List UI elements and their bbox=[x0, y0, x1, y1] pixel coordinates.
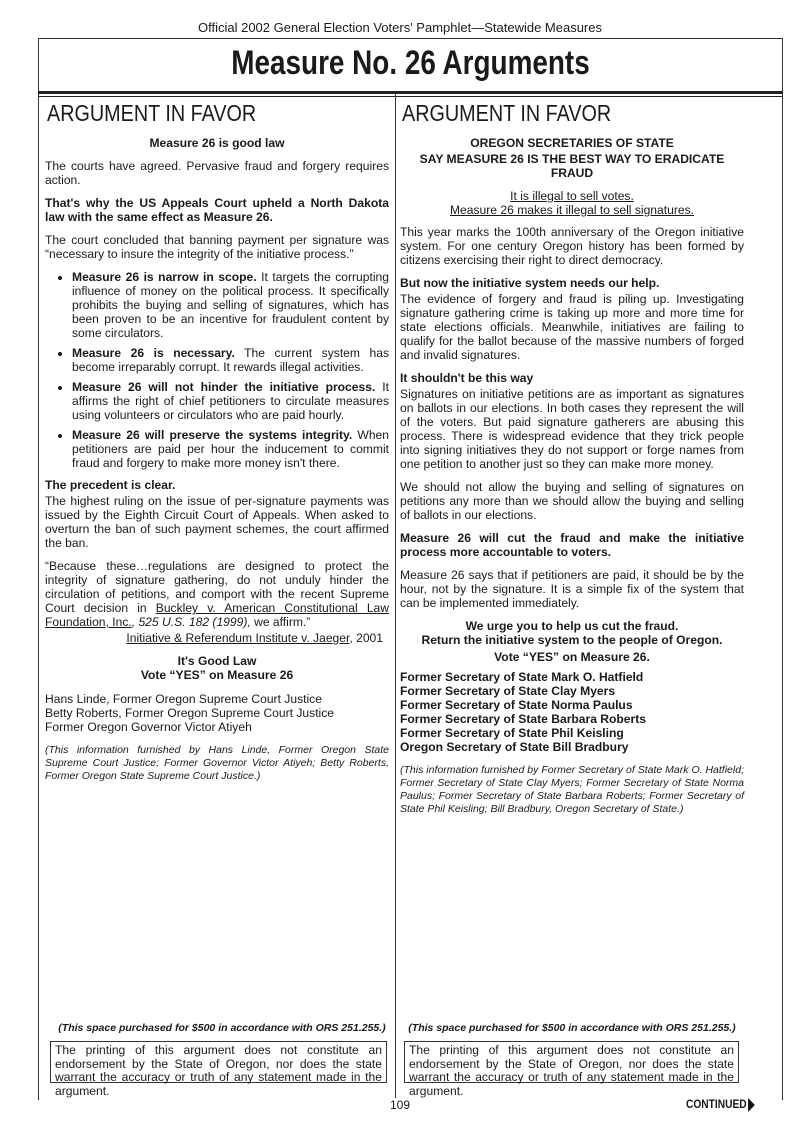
right-urge-2: Return the initiative system to the people of Oregon. bbox=[421, 633, 723, 647]
bullet-text: It affirms the right of chief petitioners to circulate measures using volunteers or circulators who are paid hourly. bbox=[72, 380, 389, 422]
right-paragraph-4: We should not allow the buying and selling of signatures on petitions any more than we should allow the buying and selling of ballots in our elections. bbox=[400, 480, 744, 522]
right-heading-3: It shouldn't be this way bbox=[400, 371, 534, 385]
bullet-lead: Measure 26 will not hinder the initiative process. bbox=[72, 380, 376, 394]
title-rule-thick bbox=[38, 91, 783, 94]
right-furnished-note: (This information furnished by Former Secretary of State Mark O. Hatfield; Former Secretary of State Clay Myers; Former Secretary of State Norma Paulus; Former Secretary of State Barbara Roberts; Former Secretary of State Phil Keisling; Bill Bradbury, Oregon Secretary of State.) bbox=[400, 764, 744, 815]
right-paragraph-5: Measure 26 says that if petitioners are paid, it should be by the hour, not by the signature. It is a simple fix of the system that can be implemented immediately. bbox=[400, 568, 744, 610]
right-paragraph-2: The evidence of forgery and fraud is piling up. Investigating signature gathering crime is taking up more and more time for state elections officials. Meanwhile, initiatives are failing to qualify for the ballot because of the massive numbers of forged and invalid signatures. bbox=[400, 292, 744, 362]
right-paragraph-1: This year marks the 100th anniversary of the Oregon initiative system. For one century Oregon history has been formed by citizens exercising their right to direct democracy. bbox=[400, 225, 744, 267]
column-divider bbox=[395, 93, 396, 1098]
bullet-lead: Measure 26 is necessary. bbox=[72, 346, 235, 360]
left-paragraph-1: The courts have agreed. Pervasive fraud and forgery requires action. bbox=[45, 159, 389, 187]
left-furnished-note: (This information furnished by Hans Linde, Former Oregon State Supreme Court Justice; Former Governor Victor Atiyeh; Betty Roberts, Former Oregon State Supreme Court Justice.) bbox=[45, 744, 389, 782]
pamphlet-header: Official 2002 General Election Voters' Pamphlet—Statewide Measures bbox=[197, 20, 602, 35]
left-column bbox=[45, 97, 389, 792]
right-vote: Vote “YES” on Measure 26. bbox=[494, 650, 650, 664]
page-title: Measure No. 26 Arguments bbox=[231, 44, 590, 82]
signer-name: Former Secretary of State Mark O. Hatfield bbox=[400, 670, 644, 684]
right-urge-1: We urge you to help us cut the fraud. bbox=[465, 619, 679, 633]
left-signers bbox=[45, 692, 389, 734]
right-purchase-note: (This space purchased for $500 in accordance with ORS 251.255.) bbox=[408, 1022, 736, 1034]
left-closing-1: It's Good Law bbox=[177, 654, 257, 668]
right-underlined-2: Measure 26 makes it illegal to sell signatures. bbox=[449, 203, 694, 217]
case-citation-name: Initiative & Referendum Institute v. Jaeger bbox=[126, 631, 350, 645]
right-disclaimer-box: The printing of this argument does not constitute an endorsement by the State of Oregon, nor does the state warrant the accuracy or truth of any statement made in the argument. bbox=[404, 1041, 739, 1083]
list-item bbox=[72, 270, 389, 340]
signer-name: Former Secretary of State Norma Paulus bbox=[400, 698, 633, 712]
left-bullet-list bbox=[45, 270, 389, 470]
precedent-text: The highest ruling on the issue of per-signature payments was issued by the Eighth Circuit Court of Appeals. When asked to overturn the ban of such payment schemes, the court affirmed the ban. bbox=[45, 494, 389, 550]
left-purchase-note: (This space purchased for $500 in accordance with ORS 251.255.) bbox=[58, 1022, 386, 1034]
continued-text: CONTINUED bbox=[686, 1097, 747, 1111]
quote-case-name: Buckley v. American Constitutional Law Foundation, Inc. bbox=[45, 601, 389, 629]
left-paragraph-2: That's why the US Appeals Court upheld a North Dakota law with the same effect as Measure 26. bbox=[45, 196, 389, 224]
court-quote bbox=[45, 559, 389, 629]
case-citation-year: , 2001 bbox=[349, 631, 383, 645]
right-underlined-1: It is illegal to sell votes. bbox=[510, 189, 634, 203]
bullet-lead: Measure 26 is narrow in scope. bbox=[72, 270, 257, 284]
right-heading-5: Measure 26 will cut the fraud and make the initiative process more accountable to voters. bbox=[400, 531, 744, 559]
right-signers bbox=[400, 670, 744, 754]
signer-name: Former Secretary of State Clay Myers bbox=[400, 684, 616, 698]
bullet-text: It targets the corrupting influence of money on the political process. It specifically prohibits the buying and selling of signatures, which has been proven to be an incentive for fraudulent content by some circulators. bbox=[72, 270, 389, 340]
case-citation bbox=[45, 631, 383, 645]
bullet-text: When petitioners are paid per hour the inducement to commit fraud and forgery to make more money isn't there. bbox=[72, 428, 390, 470]
right-heading-2: But now the initiative system needs our help. bbox=[400, 276, 660, 290]
list-item bbox=[72, 380, 389, 422]
left-subheading: Measure 26 is good law bbox=[149, 136, 285, 150]
bullet-lead: Measure 26 will preserve the systems integrity. bbox=[72, 428, 353, 442]
right-subheading-2: SAY MEASURE 26 IS THE BEST WAY TO ERADICATE FRAUD bbox=[419, 152, 725, 180]
list-item bbox=[72, 428, 389, 470]
continue-arrow-icon bbox=[748, 1098, 755, 1112]
signer-name: Hans Linde, Former Oregon Supreme Court Justice bbox=[45, 692, 322, 706]
quote-start: “Because these…regulations are designed to protect the integrity of signature gathering, do not unduly hinder the circulation of petitions, and comport with the recent Supreme Court decision in bbox=[45, 559, 389, 615]
right-column bbox=[400, 97, 744, 825]
quote-end: we affirm.” bbox=[250, 615, 311, 629]
signer-name: Betty Roberts, Former Oregon Supreme Court Justice bbox=[45, 706, 335, 720]
list-item bbox=[72, 346, 389, 374]
signer-name: Former Secretary of State Barbara Roberts bbox=[400, 712, 646, 726]
left-paragraph-3: The court concluded that banning payment per signature was “necessary to insure the integrity of the initiative process.” bbox=[45, 233, 389, 261]
left-column-heading: ARGUMENT IN FAVOR bbox=[47, 100, 257, 126]
continued-label bbox=[686, 1097, 755, 1112]
page-number: 109 bbox=[389, 1098, 411, 1112]
quote-citation: , 525 U.S. 182 (1999), bbox=[131, 615, 251, 629]
right-column-heading: ARGUMENT IN FAVOR bbox=[402, 100, 612, 126]
signer-name: Former Oregon Governor Victor Atiyeh bbox=[45, 720, 252, 734]
left-disclaimer-box: The printing of this argument does not constitute an endorsement by the State of Oregon, nor does the state warrant the accuracy or truth of any statement made in the argument. bbox=[50, 1041, 387, 1083]
right-paragraph-3: Signatures on initiative petitions are as important as signatures on ballots in our elections. In both cases they represent the will of the voters. But paid signature gatherers are abusing this process. There is widespread evidence that they trick people into signing initiatives they do not support or forge names from one petition to another just so they can make more money. bbox=[400, 387, 744, 471]
left-closing-2: Vote “YES” on Measure 26 bbox=[140, 668, 294, 682]
signer-name: Former Secretary of State Phil Keisling bbox=[400, 726, 624, 740]
right-subheading-1: OREGON SECRETARIES OF STATE bbox=[470, 136, 674, 150]
precedent-heading: The precedent is clear. bbox=[45, 478, 176, 492]
signer-name: Oregon Secretary of State Bill Bradbury bbox=[400, 740, 629, 754]
bullet-text: The current system has become irreparably corrupt. It rewards illegal activities. bbox=[72, 346, 390, 374]
